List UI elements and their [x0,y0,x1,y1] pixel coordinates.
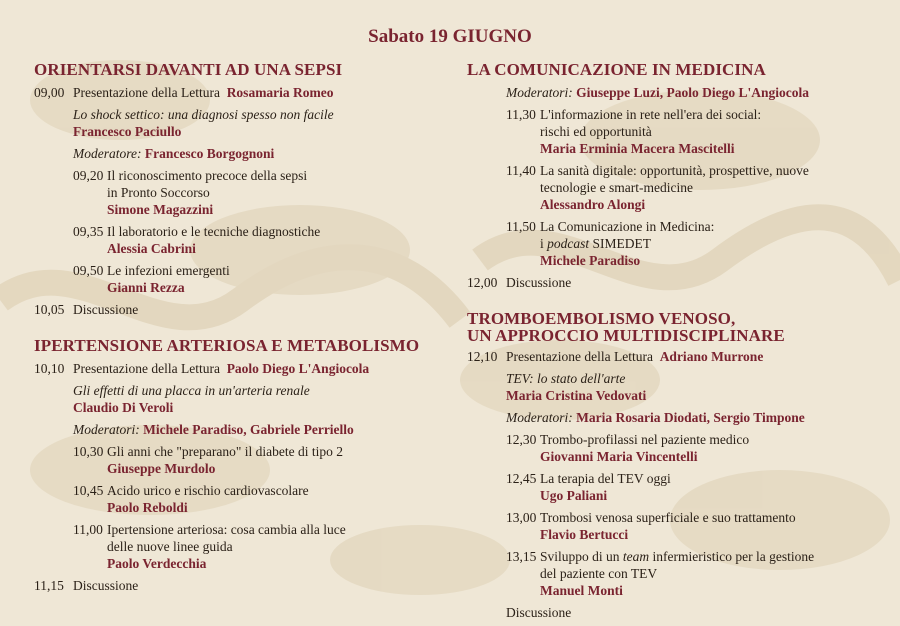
agenda-label: Presentazione della Lettura [506,349,653,364]
talk-title: del paziente con TEV [540,566,658,581]
lecture-block [34,382,434,416]
speaker-name: Paolo Reboldi [107,500,188,515]
agenda-item [467,106,877,157]
agenda-item [34,577,434,594]
speaker-name: Alessia Cabrini [107,241,196,256]
agenda-item [34,301,434,318]
agenda-time: 13,15 [506,549,537,564]
agenda-time: 10,30 [73,444,104,459]
section-title-line: UN APPROCCIO MULTIDISCIPLINARE [467,326,785,345]
section-title-line: TROMBOEMBOLISMO VENOSO, [467,309,736,328]
moderator-name: Michele Paradiso, Gabriele Perriello [143,422,354,437]
speaker-name: Maria Cristina Vedovati [506,388,647,403]
agenda-time: 11,40 [506,163,536,178]
speaker-name: Rosamaria Romeo [226,85,334,100]
speaker-name: Francesco Paciullo [73,124,182,139]
page-title: Sabato 19 GIUGNO [368,26,532,47]
speaker-name: Alessandro Alongi [540,197,646,212]
agenda-time: 11,50 [506,219,536,234]
agenda-item [34,223,434,257]
discussion-label: Discussione [506,275,572,290]
discussion-label: Discussione [73,302,139,317]
talk-title: Trombo-profilassi nel paziente medico [540,432,750,447]
moderator-name: Francesco Borgognoni [144,146,275,161]
agenda-time: 11,15 [34,578,64,593]
speaker-name: Michele Paradiso [540,253,641,268]
moderator-name: Maria Rosaria Diodati, Sergio Timpone [576,410,805,425]
talk-title-part: infermieristico per la gestione [649,549,815,564]
speaker-name: Adriano Murrone [659,349,764,364]
talk-title [540,235,877,252]
agenda-time: 09,50 [73,263,104,278]
talk-title: Acido urico e rischio cardiovascolare [107,483,309,498]
talk-title: La Comunicazione in Medicina: [540,219,715,234]
agenda-item [467,348,877,365]
agenda-item [467,274,877,291]
agenda-time: 09,00 [34,85,65,100]
talk-title: Trombosi venosa superficiale e suo trattamento [540,510,796,525]
lecture-title: Gli effetti di una placca in un'arteria renale [73,383,310,398]
speaker-name: Claudio Di Veroli [73,400,174,415]
talk-title: Il laboratorio e le tecniche diagnostiche [107,224,321,239]
left-column [34,61,434,599]
talk-title: tecnologie e smart-medicine [540,180,693,195]
agenda-time: 12,45 [506,471,537,486]
moderator-label: Moderatori: [73,422,140,437]
speaker-name: Paolo Verdecchia [107,556,207,571]
talk-title: in Pronto Soccorso [107,185,210,200]
agenda-time: 12,30 [506,432,537,447]
agenda-time: 13,00 [506,510,537,525]
lecture-block [467,370,877,404]
moderator-label: Moderatori: [506,410,573,425]
agenda-time: 09,20 [73,168,104,183]
talk-title-part: SIMEDET [589,236,652,251]
speaker-name: Manuel Monti [540,583,623,598]
agenda-label: Presentazione della Lettura [73,85,220,100]
agenda-time: 11,30 [506,107,536,122]
agenda-time: 12,10 [467,349,498,364]
agenda-label: Presentazione della Lettura [73,361,220,376]
moderator-label: Moderatore: [73,146,142,161]
talk-title-part: i [540,236,548,251]
talk-title: La sanità digitale: opportunità, prospettive, nuove [540,163,809,178]
talk-title: Le infezioni emergenti [107,263,230,278]
agenda-item [467,431,877,465]
section-title-ipertensione: IPERTENSIONE ARTERIOSA E METABOLISMO [34,336,420,355]
moderator-label: Moderatori: [506,85,573,100]
moderator-line [467,409,877,426]
section-title-tromboembolismo [467,310,877,344]
speaker-name: Gianni Rezza [107,280,185,295]
right-column [467,61,877,626]
agenda-time: 11,00 [73,522,103,537]
talk-title-italic: podcast [547,236,590,251]
agenda-item [34,84,434,101]
agenda-item [467,509,877,543]
agenda-item [34,360,434,377]
agenda-time: 12,00 [467,275,498,290]
moderator-line [467,84,877,101]
agenda-item [467,548,877,599]
talk-title: L'informazione in rete nell'era dei social: [540,107,762,122]
speaker-name: Ugo Paliani [540,488,608,503]
agenda-item [34,521,434,572]
talk-title: delle nuove linee guida [107,539,233,554]
talk-title [540,548,877,565]
speaker-name: Flavio Bertucci [540,527,629,542]
discussion-label: Discussione [506,605,572,620]
lecture-title: TEV: lo stato dell'arte [506,371,626,386]
speaker-name: Maria Erminia Macera Mascitelli [540,141,735,156]
speaker-name: Giuseppe Murdolo [107,461,216,476]
agenda-item [34,167,434,218]
agenda-time: 10,05 [34,302,65,317]
talk-title: Ipertensione arteriosa: cosa cambia alla luce [107,522,346,537]
speaker-name: Paolo Diego L'Angiocola [226,361,370,376]
moderator-line [34,145,434,162]
moderator-line [34,421,434,438]
agenda-item [467,162,877,213]
talk-title: Il riconoscimento precoce della sepsi [107,168,308,183]
talk-title: rischi ed opportunità [540,124,652,139]
agenda-item [34,443,434,477]
agenda-item [467,470,877,504]
agenda-item [34,482,434,516]
agenda-time: 09,35 [73,224,104,239]
talk-title: Gli anni che "preparano" il diabete di tipo 2 [107,444,343,459]
lecture-title: Lo shock settico: una diagnosi spesso non facile [73,107,334,122]
lecture-block [34,106,434,140]
discussion-label: Discussione [73,578,139,593]
speaker-name: Simone Magazzini [107,202,214,217]
agenda-item [34,262,434,296]
agenda-item [467,218,877,269]
agenda-time: 10,10 [34,361,65,376]
section-title-sepsi: ORIENTARSI DAVANTI AD UNA SEPSI [34,60,343,79]
talk-title-part: Sviluppo di un [540,549,623,564]
talk-title: La terapia del TEV oggi [540,471,671,486]
speaker-name: Giovanni Maria Vincentelli [540,449,698,464]
section-title-comunicazione: LA COMUNICAZIONE IN MEDICINA [467,60,766,79]
talk-title-italic: team [622,549,650,564]
agenda-time: 10,45 [73,483,104,498]
moderator-name: Giuseppe Luzi, Paolo Diego L'Angiocola [576,85,810,100]
